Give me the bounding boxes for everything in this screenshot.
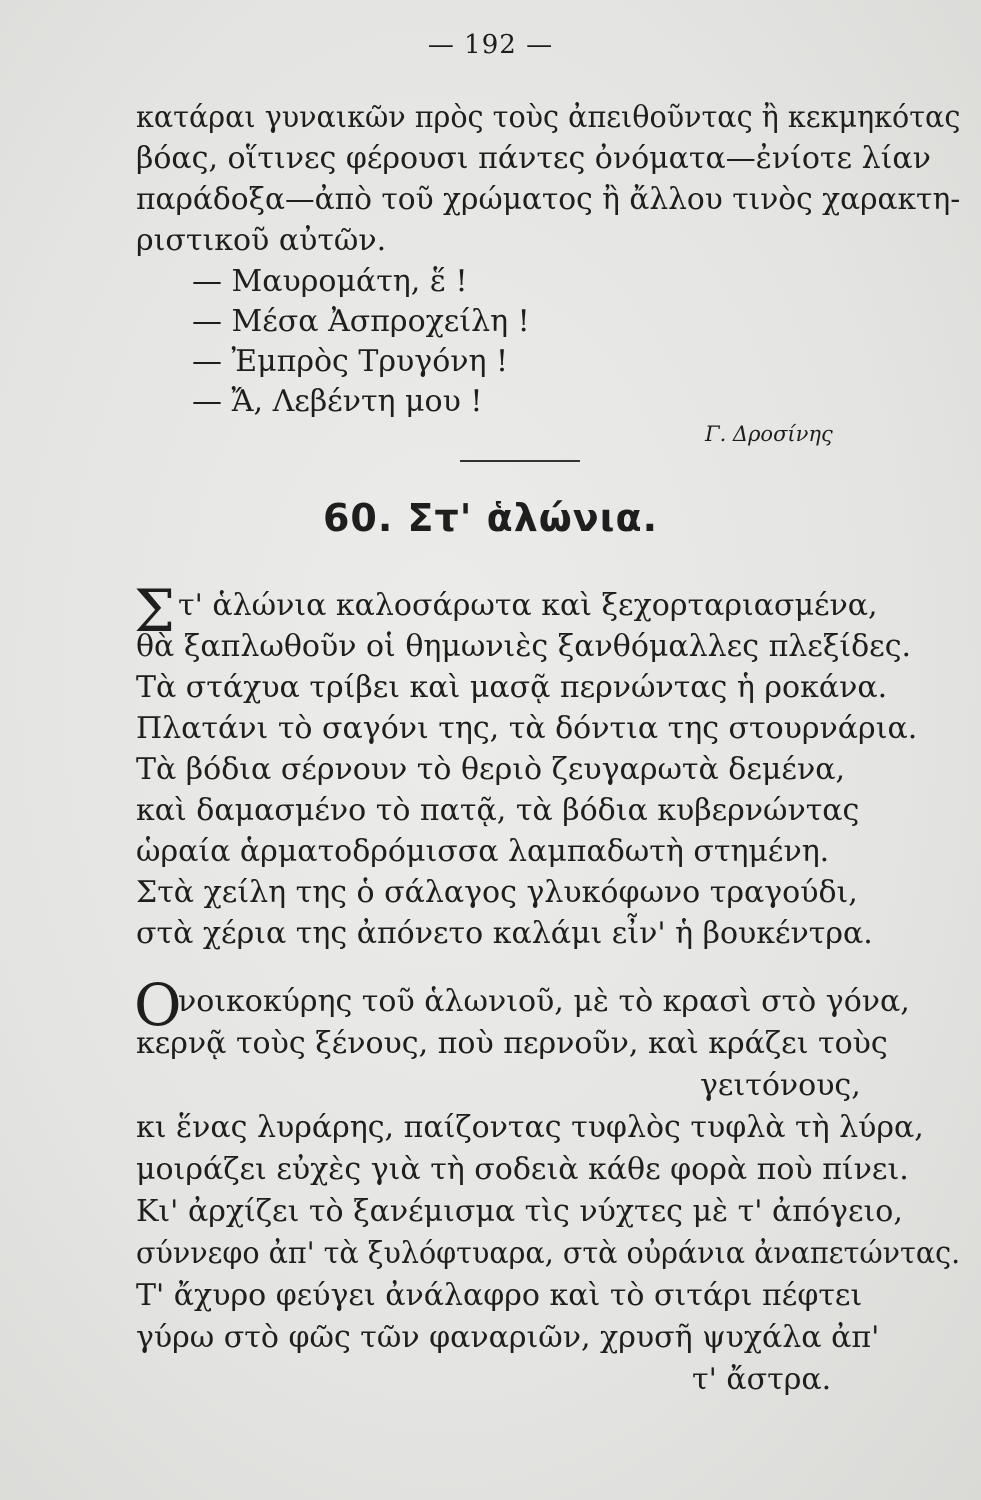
dropcap-sigma: Σ <box>134 577 176 645</box>
page-number: — 192 — <box>427 30 554 60</box>
poem-line: καὶ δαμασμένο τὸ πατᾷ, τὰ βόδια κυβερνώντας <box>136 793 860 828</box>
prose-line: κατάραι γυναικῶν πρὸς τοὺς ἀπειθοῦντας ἢ κεκμηκότας <box>136 100 961 135</box>
poem-line: Τὰ βόδια σέρνουν τὸ θεριὸ ζευγαρωτὰ δεμένα, <box>136 752 845 787</box>
poem-title: 60. Στ' ἁλώνια. <box>322 496 659 540</box>
poem-line: Τὰ στάχυα τρίβει καὶ μασᾷ περνώντας ἡ ροκάνα. <box>136 670 888 705</box>
poem-line: γύρω στὸ φῶς τῶν φαναριῶν, χρυσῆ ψυχάλα ἀπ' <box>136 1320 880 1355</box>
poem-line: κι ἕνας λυράρης, παίζοντας τυφλὸς τυφλὰ τὴ λύρα, <box>136 1110 924 1145</box>
poem-line: ὡραία ἁρματοδρόμισσα λαμπαδωτὴ στημένη. <box>136 834 830 869</box>
poem-line-continuation: γειτόνους, <box>700 1068 861 1103</box>
prose-line: παράδοξα—ἀπὸ τοῦ χρώματος ἢ ἄλλου τινὸς χαρακτη- <box>136 182 961 217</box>
poem-line: στὰ χέρια της ἀπόνετο καλάμι εἶν' ἡ βουκέντρα. <box>136 916 873 951</box>
poem-line: Πλατάνι τὸ σαγόνι της, τὰ δόντια της στουρνάρια. <box>136 711 918 746</box>
dialog-line: — Μέσα Ἀσπροχείλη ! <box>192 304 530 339</box>
poem-line: σύννεφο ἀπ' τὰ ξυλόφτυαρα, στὰ οὐράνια ἀναπετώντας. <box>136 1236 961 1271</box>
dialog-line: — Ἄ, Λεβέντη μου ! <box>192 384 483 419</box>
poem-line: Κι' ἀρχίζει τὸ ξανέμισμα τὶς νύχτες μὲ τ' ἀπόγειο, <box>136 1194 903 1229</box>
section-divider <box>460 460 580 462</box>
prose-line: βόας, οἵτινες φέρουσι πάντες ὀνόματα—ἐνίοτε λίαν <box>136 141 931 176</box>
dropcap-omicron: Ο <box>134 971 182 1039</box>
poem-line: κερνᾷ τοὺς ξένους, ποὺ περνοῦν, καὶ κράζει τοὺς <box>136 1026 888 1061</box>
poem-line: τ' ἁλώνια καλοσάρωτα καὶ ξεχορταριασμένα, <box>178 588 878 623</box>
poem-line-continuation: τ' ἄστρα. <box>692 1362 832 1397</box>
author-signature: Γ. Δροσίνης <box>705 422 833 446</box>
poem-line: Τ' ἄχυρο φεύγει ἀνάλαφρο καὶ τὸ σιτάρι πέφτει <box>136 1278 863 1313</box>
poem-line: Στὰ χείλη της ὁ σάλαγος γλυκόφωνο τραγούδι, <box>136 875 858 910</box>
dialog-line: — Ἐμπρὸς Τρυγόνη ! <box>192 344 509 379</box>
dialog-line: — Μαυρομάτη, ἕ ! <box>192 264 468 299</box>
poem-line: μοιράζει εὐχὲς γιὰ τὴ σοδειὰ κάθε φορὰ ποὺ πίνει. <box>136 1152 909 1187</box>
poem-line: θὰ ξαπλωθοῦν οἱ θημωνιὲς ξανθόμαλλες πλεξίδες. <box>136 629 912 664</box>
poem-line: νοικοκύρης τοῦ ἁλωνιοῦ, μὲ τὸ κρασὶ στὸ γόνα, <box>178 984 910 1019</box>
prose-line: ριστικοῦ αὐτῶν. <box>136 223 387 258</box>
